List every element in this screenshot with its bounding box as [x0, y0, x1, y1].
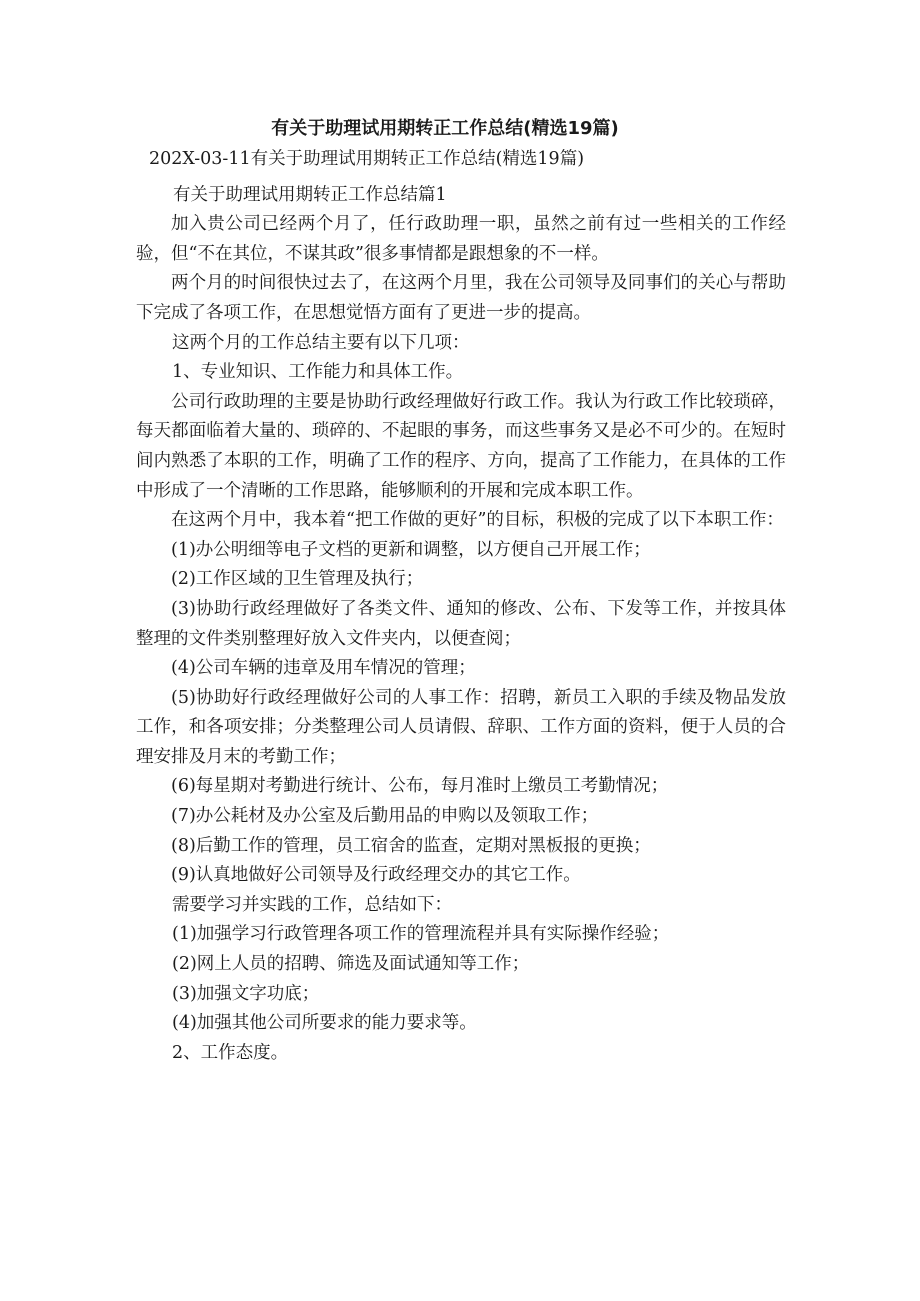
- duty-item: (8)后勤工作的管理，员工宿舍的监查，定期对黑板报的更换；: [171, 835, 651, 856]
- document-body: [136, 145, 786, 1068]
- duty-item: (4)公司车辆的违章及用车情况的管理；: [171, 658, 476, 679]
- section-heading: 有关于助理试用期转正工作总结篇1: [173, 184, 447, 205]
- duty-item: (7)办公耗材及办公室及后勤用品的申购以及领取工作；: [171, 806, 599, 827]
- paragraph: 两个月的时间很快过去了，在这两个月里，我在公司领导及同事们的关心与帮助下完成了各项工作，在思想觉悟方面有了更进一步的提高。: [136, 273, 786, 323]
- duty-item: (2)工作区域的卫生管理及执行；: [171, 569, 424, 590]
- duty-item: (3)协助行政经理做好了各类文件、通知的修改、公布、下发等工作，并按具体整理的文件类别整理好放入文件夹内，以便查阅；: [136, 598, 786, 649]
- paragraph: 在这两个月中，我本着“把工作做的更好”的目标，积极的完成了以下本职工作：: [171, 510, 784, 531]
- paragraph: 公司行政助理的主要是协助行政经理做好行政工作。我认为行政工作比较琐碎，每天都面临着大量的、琐碎的、不起眼的事务，而这些事务又是必不可少的。在短时间内熟悉了本职的工作，明确了工作的程序、方向，提高了工作能力，在具体的工作中形成了一个清晰的工作思路，能够顺利的开展和完成本职工作。: [136, 391, 786, 501]
- document-title: 有关于助理试用期转正工作总结(精选19篇): [271, 118, 619, 139]
- learning-item: (4)加强其他公司所要求的能力要求等。: [172, 1013, 477, 1034]
- learning-item: (3)加强文字功底；: [172, 983, 320, 1004]
- duty-item: (5)协助好行政经理做好公司的人事工作：招聘，新员工入职的手续及物品发放工作，和各项安排；分类整理公司人员请假、辞职、工作方面的资料，便于人员的合理安排及月末的考勤工作；: [136, 687, 786, 767]
- paragraph: 这两个月的工作总结主要有以下几项：: [172, 332, 470, 353]
- duty-item: (6)每星期对考勤进行统计、公布，每月准时上缴员工考勤情况；: [171, 776, 669, 797]
- duty-item: (9)认真地做好公司领导及行政经理交办的其它工作。: [171, 865, 581, 886]
- duty-item: (1)办公明细等电子文档的更新和调整，以方便自己开展工作；: [171, 539, 651, 560]
- document-subtitle: 202X-03-11有关于助理试用期转正工作总结(精选19篇): [149, 149, 585, 169]
- paragraph: 需要学习并实践的工作，总结如下：: [172, 894, 452, 915]
- learning-item: (1)加强学习行政管理各项工作的管理流程并具有实际操作经验；: [172, 924, 670, 945]
- learning-item: (2)网上人员的招聘、筛选及面试通知等工作；: [172, 954, 530, 975]
- paragraph: 1、专业知识、工作能力和具体工作。: [172, 362, 464, 383]
- paragraph: 加入贵公司已经两个月了，任行政助理一职，虽然之前有过一些相关的工作经验，但“不在其位，不谋其政”很多事情都是跟想象的不一样。: [136, 214, 786, 264]
- paragraph: 2、工作态度。: [172, 1042, 289, 1063]
